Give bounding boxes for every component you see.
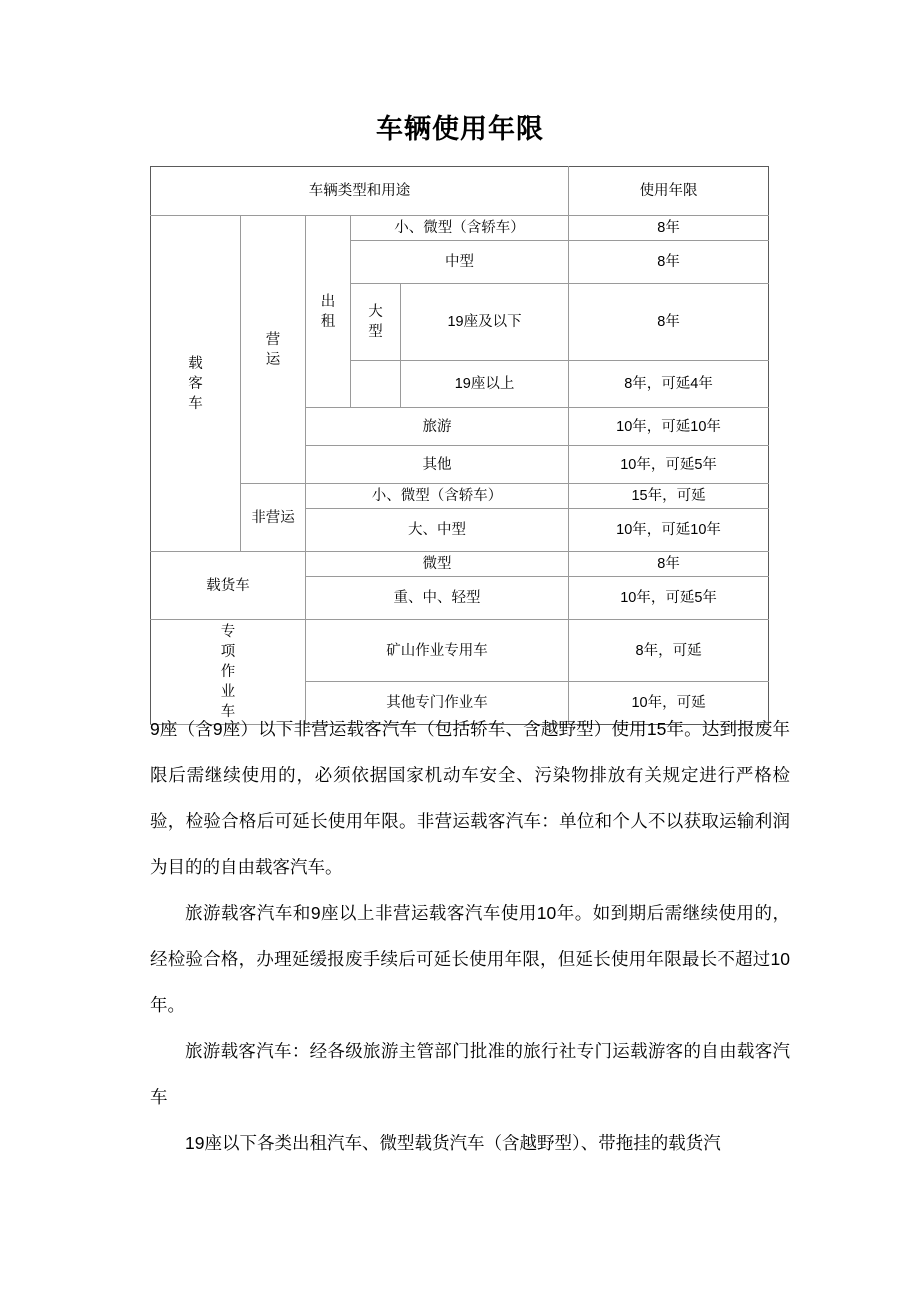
row-years: 10年，可延10年: [569, 408, 769, 446]
row-category: 重、中、轻型: [306, 577, 569, 620]
row-years: 15年，可延: [569, 484, 769, 509]
row-category: 微型: [306, 552, 569, 577]
subgroup-non-commercial: 非营运: [241, 484, 306, 552]
row-category: 旅游: [306, 408, 569, 446]
row-category: 其他: [306, 446, 569, 484]
paragraph-2: 旅游载客汽车和9座以上非营运载客汽车使用10年。如到期后需继续使用的，经检验合格，办理延缓报废手续后可延长使用年限，但延长使用年限最长不超过10年。: [150, 903, 790, 1015]
row-category: 大、中型: [306, 509, 569, 552]
paragraph-3: 旅游载客汽车：经各级旅游主管部门批准的旅行社专门运载游客的自由载客汽车: [150, 1041, 790, 1107]
row-years: 8年: [569, 284, 769, 361]
row-category: 中型: [351, 241, 569, 284]
table-row: [151, 620, 769, 682]
table-row: [151, 484, 769, 509]
paragraph-4: 19座以下各类出租汽车、微型载货汽车（含越野型）、带拖挂的载货汽: [185, 1133, 721, 1153]
header-service-life: 使用年限: [569, 167, 769, 216]
row-years: 8年，可延: [569, 620, 769, 682]
row-years: 8年: [569, 241, 769, 284]
group-passenger: 载 客 车: [151, 216, 241, 552]
vehicle-service-life-table: [150, 166, 769, 725]
row-category: 其他专门作业车: [306, 682, 569, 725]
row-category: 小、微型（含轿车）: [306, 484, 569, 509]
row-category: 19座及以下: [401, 284, 569, 361]
header-type-and-use: 车辆类型和用途: [151, 167, 569, 216]
row-category: 小、微型（含轿车）: [351, 216, 569, 241]
page-title: 车辆使用年限: [376, 114, 544, 144]
subgroup-large-empty: [351, 361, 401, 408]
subgroup-taxi: 出 租: [306, 216, 351, 408]
row-category: 矿山作业专用车: [306, 620, 569, 682]
row-years: 8年，可延4年: [569, 361, 769, 408]
body-text: [150, 706, 790, 1166]
row-years: 10年，可延5年: [569, 577, 769, 620]
row-years: 10年，可延5年: [569, 446, 769, 484]
table-row: [151, 216, 769, 241]
vehicle-service-life-table-wrapper: [150, 166, 768, 725]
group-special: 专 项 作 业 车: [151, 620, 306, 725]
row-years: 10年，可延10年: [569, 509, 769, 552]
table-header-row: [151, 167, 769, 216]
row-years: 10年，可延: [569, 682, 769, 725]
row-years: 8年: [569, 216, 769, 241]
subgroup-commercial: 营 运: [241, 216, 306, 484]
row-category: 19座以上: [401, 361, 569, 408]
group-cargo: 载货车: [151, 552, 306, 620]
subgroup-large: 大 型: [351, 284, 401, 361]
row-years: 8年: [569, 552, 769, 577]
table-row: [151, 552, 769, 577]
paragraph-1: 9座（含9座）以下非营运载客汽车（包括轿车、含越野型）使用15年。达到报废年限后需继续使用的，必须依据国家机动车安全、污染物排放有关规定进行严格检验，检验合格后可延长使用年限。非营运载客汽车：单位和个人不以获取运输利润为目的的自由载客汽车。: [150, 719, 790, 877]
